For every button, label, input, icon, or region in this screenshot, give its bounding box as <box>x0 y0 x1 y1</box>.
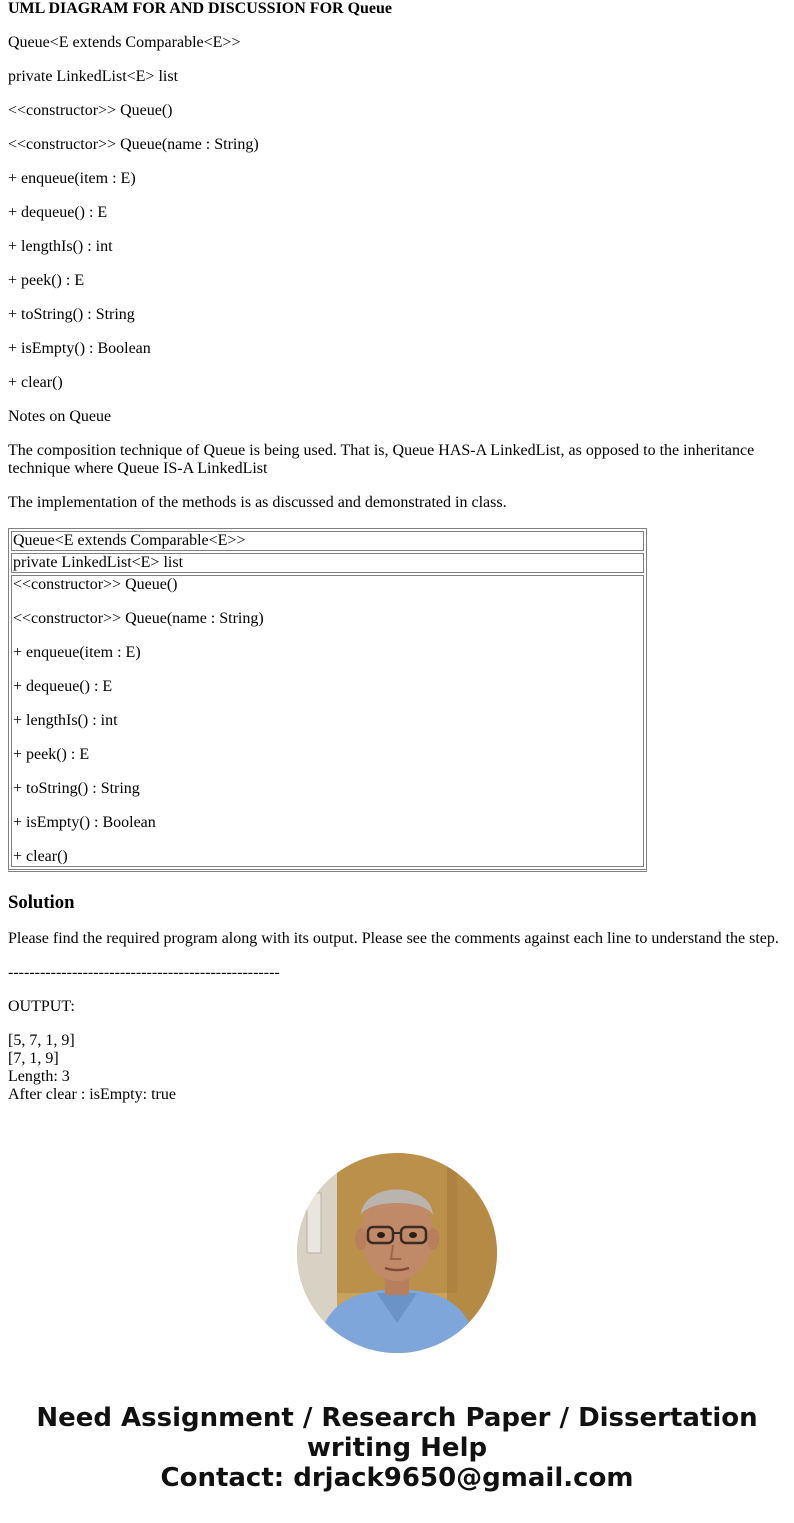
author-photo <box>297 1153 497 1353</box>
member-line: + peek() : E <box>8 272 85 289</box>
uml-operation: + peek() : E <box>13 746 90 763</box>
uml-operation: + lengthIs() : int <box>13 712 118 729</box>
footer-contact: Contact: drjack9650@gmail.com <box>160 1463 634 1493</box>
uml-operation: + isEmpty() : Boolean <box>13 814 156 831</box>
output-line: [5, 7, 1, 9] <box>8 1032 75 1049</box>
solution-intro: Please find the required program along with its output. Please see the comments against each line to understand the step. <box>8 930 779 947</box>
member-line: + toString() : String <box>8 306 135 323</box>
implementation-text: The implementation of the methods is as discussed and demonstrated in class. <box>8 494 507 511</box>
footer-banner <box>0 1403 794 1493</box>
output-line: After clear : isEmpty: true <box>8 1086 176 1103</box>
member-line: <<constructor>> Queue(name : String) <box>8 136 259 153</box>
footer-line-1: Need Assignment / Research Paper / Dissertation <box>36 1403 758 1433</box>
output-line: [7, 1, 9] <box>8 1050 59 1067</box>
uml-operation: <<constructor>> Queue() <box>13 576 178 593</box>
uml-operation: + dequeue() : E <box>13 678 113 695</box>
uml-operation: + enqueue(item : E) <box>13 644 141 661</box>
member-line: <<constructor>> Queue() <box>8 102 173 119</box>
uml-field-cell: private LinkedList<E> list <box>11 553 644 573</box>
author-photo-illustration <box>297 1153 497 1353</box>
field-text: private LinkedList<E> list <box>8 68 179 85</box>
member-line: + isEmpty() : Boolean <box>8 340 151 357</box>
uml-operation: + clear() <box>13 848 68 865</box>
uml-operations-cell <box>11 575 644 867</box>
member-line: + dequeue() : E <box>8 204 108 221</box>
member-line: + clear() <box>8 374 63 391</box>
notes-heading: Notes on Queue <box>8 408 112 425</box>
page-title: UML DIAGRAM FOR AND DISCUSSION FOR Queue <box>8 0 393 17</box>
output-block <box>8 1032 786 1104</box>
uml-class-table <box>8 528 647 872</box>
member-line: + enqueue(item : E) <box>8 170 136 187</box>
uml-class-name-cell: Queue<E extends Comparable<E>> <box>11 531 644 551</box>
notes-text: The composition technique of Queue is being used. That is, Queue HAS-A LinkedList, as opposed to the inheritance technique where Queue IS-A LinkedList <box>8 442 755 477</box>
solution-heading: Solution <box>8 892 75 913</box>
uml-operation: + toString() : String <box>13 780 140 797</box>
divider-text: --------------------------------------------------- <box>8 964 280 981</box>
output-line: Length: 3 <box>8 1068 70 1085</box>
output-label: OUTPUT: <box>8 998 75 1015</box>
footer-line-2: writing Help <box>306 1433 488 1463</box>
uml-operation: <<constructor>> Queue(name : String) <box>13 610 264 627</box>
member-line: + lengthIs() : int <box>8 238 113 255</box>
document-body <box>8 0 786 1104</box>
class-name-text: Queue<E extends Comparable<E>> <box>8 34 241 51</box>
